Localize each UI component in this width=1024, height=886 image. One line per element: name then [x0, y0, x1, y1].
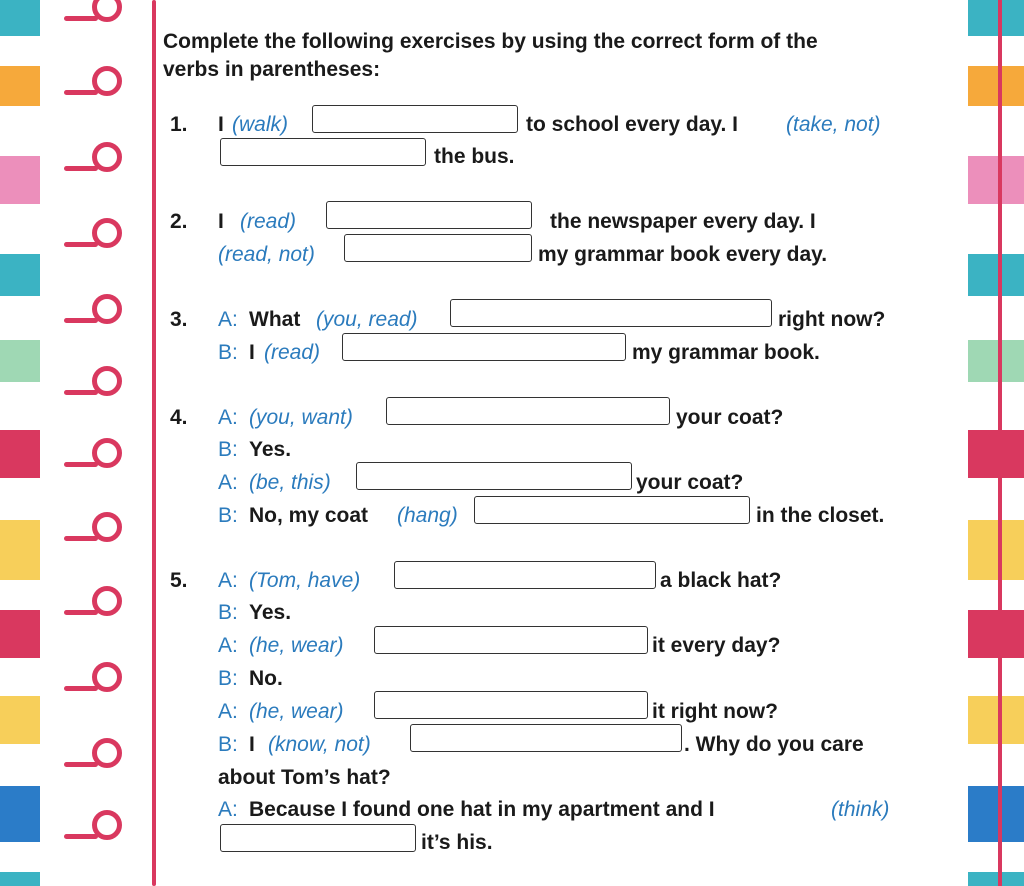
stripe [0, 66, 40, 106]
instructions-line-2: verbs in parentheses: [163, 58, 381, 81]
q4-answer-3-input[interactable] [474, 496, 750, 524]
stripe [968, 0, 1024, 36]
stripe [968, 786, 1024, 842]
speaker-a-label: A: [218, 471, 238, 494]
stripe [0, 156, 40, 204]
q5-answer-4-input[interactable] [410, 724, 682, 752]
speaker-a-label: A: [218, 406, 238, 429]
q5-after-1: a black hat? [660, 569, 782, 592]
instructions-line-1: Complete the following exercises by using the correct form of the [163, 30, 818, 53]
speaker-b-label: B: [218, 504, 238, 527]
stripe [968, 430, 1024, 478]
speaker-a-label: A: [218, 569, 238, 592]
stripe [968, 696, 1024, 744]
ring-tail [64, 318, 98, 323]
q4-after-3: in the closet. [756, 504, 885, 527]
stripe [968, 340, 1024, 382]
q5-verb-2: (he, wear) [249, 634, 344, 657]
speaker-a-label: A: [218, 798, 238, 821]
stripe [0, 786, 40, 842]
ring-tail [64, 242, 98, 247]
speaker-b-label: B: [218, 733, 238, 756]
q5-continuation: about Tom’s hat? [218, 766, 391, 789]
stripe [968, 872, 1024, 886]
q1-answer-2-input[interactable] [220, 138, 426, 166]
q5-verb-4: (know, not) [268, 733, 371, 756]
stripe [0, 520, 40, 580]
binder-line [152, 0, 156, 886]
q2-after-1: the newspaper every day. I [550, 210, 816, 233]
q4-answer-2-input[interactable] [356, 462, 632, 490]
q1-after-1: to school every day. I [526, 113, 739, 136]
stripe [0, 340, 40, 382]
q3-verb-2: (read) [264, 341, 321, 364]
stripe [968, 520, 1024, 580]
stripe [0, 0, 40, 36]
q5-yes: Yes. [249, 601, 292, 624]
item-number-4: 4. [170, 406, 188, 429]
q1-after-2: the bus. [434, 145, 515, 168]
q1-subject: I [218, 113, 224, 136]
q5-subject: I [249, 733, 255, 756]
q4-verb-2: (be, this) [249, 471, 331, 494]
speaker-b-label: B: [218, 601, 238, 624]
q2-answer-2-input[interactable] [344, 234, 532, 262]
q5-after-2: it every day? [652, 634, 781, 657]
q5-because: Because I found one hat in my apartment and I [249, 798, 715, 821]
q5-after-3: it right now? [652, 700, 778, 723]
ring-tail [64, 686, 98, 691]
q3-subject: I [249, 341, 255, 364]
stripe [968, 610, 1024, 658]
q5-after-4: . Why do you care [684, 733, 864, 756]
ring-tail [64, 834, 98, 839]
q5-answer-2-input[interactable] [374, 626, 648, 654]
ring-tail [64, 462, 98, 467]
stripe [0, 872, 40, 886]
q5-after-5: it’s his. [421, 831, 493, 854]
q5-verb-1: (Tom, have) [249, 569, 361, 592]
q4-yes: Yes. [249, 438, 292, 461]
q3-what: What [249, 308, 301, 331]
q4-no: No, my coat [249, 504, 369, 527]
q3-answer-2-input[interactable] [342, 333, 626, 361]
q5-answer-3-input[interactable] [374, 691, 648, 719]
item-number-3: 3. [170, 308, 188, 331]
q2-answer-1-input[interactable] [326, 201, 532, 229]
q2-verb-1: (read) [240, 210, 297, 233]
right-stripe-border [968, 0, 1024, 886]
page-edge-line [998, 0, 1002, 886]
q2-subject: I [218, 210, 224, 233]
stripe [0, 254, 40, 296]
q5-verb-5: (think) [831, 798, 890, 821]
q1-verb-1: (walk) [232, 113, 288, 136]
stripe [968, 66, 1024, 106]
q5-answer-5-input[interactable] [220, 824, 416, 852]
stripe [968, 254, 1024, 296]
q3-after-1: right now? [778, 308, 886, 331]
ring-tail [64, 16, 98, 21]
ring-tail [64, 536, 98, 541]
q2-after-2: my grammar book every day. [538, 243, 828, 266]
q3-after-2: my grammar book. [632, 341, 820, 364]
ring-tail [64, 610, 98, 615]
item-number-2: 2. [170, 210, 188, 233]
stripe [968, 156, 1024, 204]
q5-no: No. [249, 667, 283, 690]
speaker-b-label: B: [218, 341, 238, 364]
q4-after-1: your coat? [676, 406, 784, 429]
ring-tail [64, 166, 98, 171]
q1-answer-1-input[interactable] [312, 105, 518, 133]
q4-verb-3: (hang) [397, 504, 458, 527]
speaker-b-label: B: [218, 438, 238, 461]
item-number-1: 1. [170, 113, 188, 136]
speaker-a-label: A: [218, 700, 238, 723]
q3-answer-1-input[interactable] [450, 299, 772, 327]
q4-after-2: your coat? [636, 471, 744, 494]
q1-verb-2: (take, not) [786, 113, 881, 136]
q3-verb-1: (you, read) [316, 308, 418, 331]
speaker-a-label: A: [218, 634, 238, 657]
q2-verb-2: (read, not) [218, 243, 315, 266]
stripe [0, 696, 40, 744]
q4-answer-1-input[interactable] [386, 397, 670, 425]
ring-tail [64, 390, 98, 395]
speaker-a-label: A: [218, 308, 238, 331]
ring-tail [64, 762, 98, 767]
stripe [0, 610, 40, 658]
q5-verb-3: (he, wear) [249, 700, 344, 723]
ring-tail [64, 90, 98, 95]
item-number-5: 5. [170, 569, 188, 592]
q5-answer-1-input[interactable] [394, 561, 656, 589]
stripe [0, 430, 40, 478]
speaker-b-label: B: [218, 667, 238, 690]
left-stripe-border [0, 0, 40, 886]
q4-verb-1: (you, want) [249, 406, 353, 429]
